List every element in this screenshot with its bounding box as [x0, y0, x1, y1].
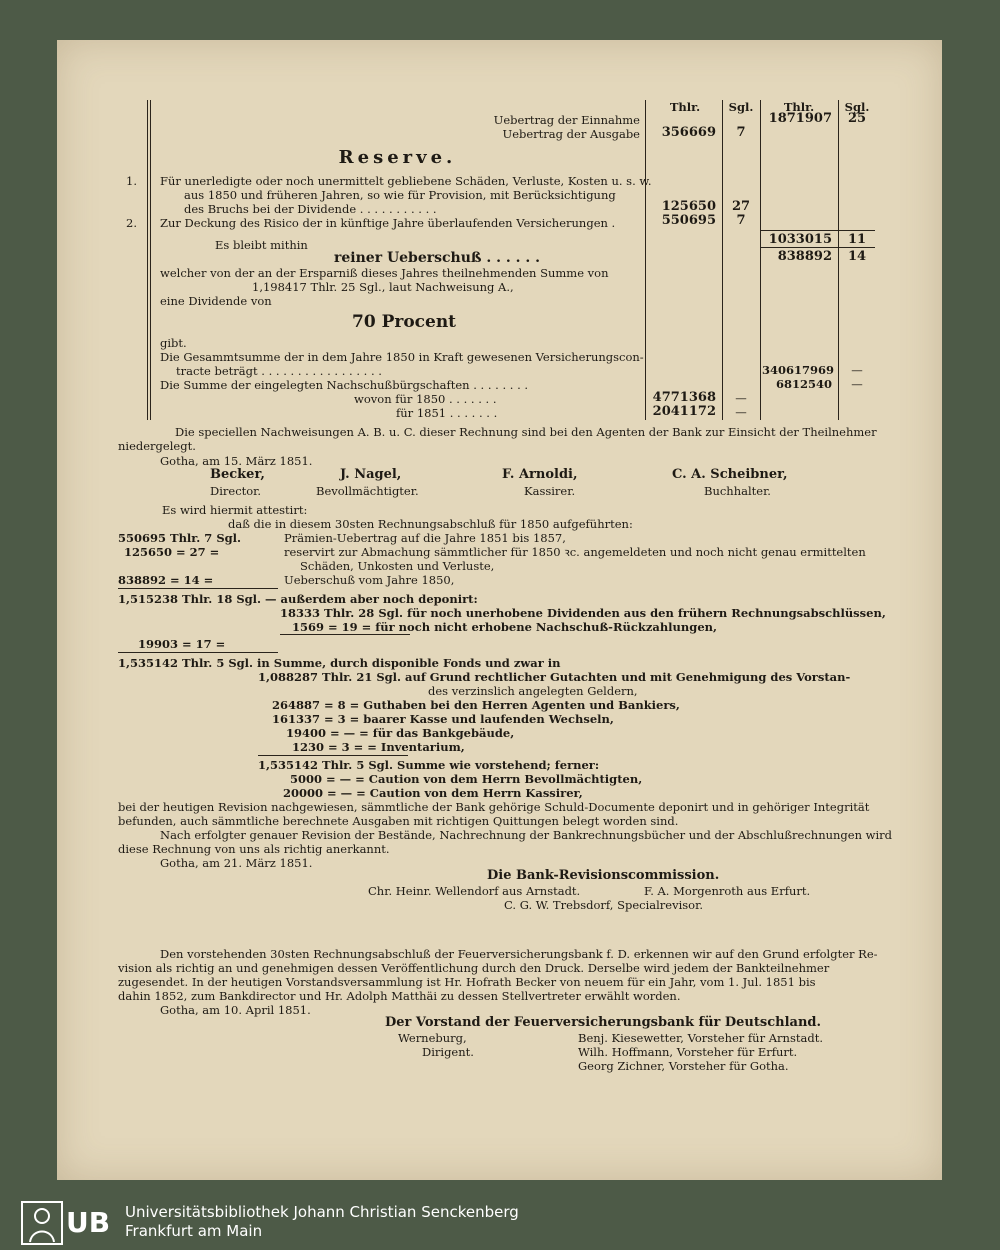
commission-member1: Chr. Heinr. Wellendorf aus Arnstadt. — [368, 884, 581, 898]
col-sgl-1: Sgl. — [728, 100, 754, 114]
commission-member2: F. A. Morgenroth aus Erfurt. — [644, 884, 811, 898]
fund-line2: 264887 = 8 = Guthaben bei den Herren Agenten und Bankiers, — [272, 698, 680, 712]
reserve-item1-thlr: 125650 — [661, 199, 716, 214]
carry-expense-sgl: 7 — [736, 125, 746, 140]
reserve-item2-sgl: 7 — [736, 213, 746, 228]
fund-line1: 1,088287 Thlr. 21 Sgl. auf Grund rechtlicher Gutachten und mit Genehmigung des Vorstan- — [258, 670, 851, 684]
fund-line3: 161337 = 3 = baarer Kasse und laufenden Wechseln, — [272, 712, 614, 726]
signer-scheibner-name: C. A. Scheibner, — [672, 467, 788, 482]
special-note-line1: Die speciellen Nachweisungen A. B. u. C. dieser Rechnung sind bei den Agenten der Bank zur Einsicht der Theilnehmer — [175, 425, 877, 439]
attest-paragraph4: diese Rechnung von uns als richtig anerkannt. — [118, 842, 390, 856]
deposit-line2: 1569 = 19 = für noch nicht erhobene Nachschuß-Rückzahlungen, — [292, 620, 718, 634]
guarantee-value: 6812540 — [775, 377, 832, 391]
carry-income-thlr: 1871907 — [768, 111, 832, 126]
of-1851-label: für 1851 . . . . . . . — [396, 406, 498, 420]
reserve-sum-thlr: 1033015 — [768, 232, 832, 247]
ledger-rule-col3 — [760, 100, 761, 420]
signer-scheibner-role: Buchhalter. — [704, 484, 771, 498]
attest-row1-text: Prämien-Uebertrag auf die Jahre 1851 bis 1857, — [284, 531, 566, 545]
reserve-item1-line1: Für unerledigte oder noch unermittelt gebliebene Schäden, Verluste, Kosten u. s. w. — [160, 174, 652, 188]
signer-nagel-role: Bevollmächtigter. — [316, 484, 419, 498]
date-2: Gotha, am 21. März 1851. — [160, 856, 313, 870]
signer-arnoldi-role: Kassirer. — [524, 484, 576, 498]
col-thlr-2: Thlr. — [783, 100, 815, 114]
attest-paragraph3: Nach erfolgter genauer Revision der Bestände, Nachrechnung der Bankrechnungsbücher und der Abschlußrechnungen wird — [160, 828, 893, 842]
attest-row4-text: Ueberschuß vom Jahre 1850, — [284, 573, 455, 587]
of-1850-label: wovon für 1850 . . . . . . . — [354, 392, 497, 406]
ledger-surplus-rule — [760, 247, 875, 248]
fund-line4: 19400 = — = für das Bankgebäude, — [286, 726, 515, 740]
of-1851-value: 2041172 — [652, 404, 716, 419]
commission-member3: C. G. W. Trebsdorf, Specialrevisor. — [504, 898, 703, 912]
board-member3: Wilh. Hoffmann, Vorsteher für Erfurt. — [578, 1045, 798, 1059]
caution-line1: 5000 = — = Caution von dem Herrn Bevollmächtigten, — [290, 772, 643, 786]
total-line2: tracte beträgt . . . . . . . . . . . . . . . . . — [176, 364, 382, 378]
carry-income-label: Uebertrag der Einnahme — [493, 113, 640, 127]
ledger-rule-col1 — [645, 100, 646, 420]
closing-line2: vision als richtig an und genehmigen dessen Veröffentlichung durch den Druck. Derselbe wird jedem der Bankteilnehmer — [118, 961, 830, 975]
reserve-item1-line3: des Bruchs bei der Dividende . . . . . . . . . . . — [184, 202, 437, 216]
surplus-line1: welcher von der an der Ersparniß dieses Jahres theilnehmenden Summe von — [160, 266, 609, 280]
special-note-line2: niedergelegt. — [118, 439, 196, 453]
attest-sum2: 19903 = 17 = — [138, 637, 226, 651]
date-3: Gotha, am 10. April 1851. — [160, 1003, 311, 1017]
total-line1: Die Gesammtsumme der in dem Jahre 1850 in Kraft gewesenen Versicherungscon- — [160, 350, 644, 364]
of-1851-dash: — — [735, 405, 747, 419]
carry-expense-label: Uebertrag der Ausgabe — [502, 127, 640, 141]
fund-rule — [258, 755, 408, 756]
attest-intro: Es wird hiermit attestirt: — [162, 503, 308, 517]
of-1850-dash: — — [735, 391, 747, 405]
ledger-sum-rule — [760, 230, 875, 231]
of-1850-value: 4771368 — [652, 390, 716, 405]
attest-paragraph1: bei der heutigen Revision nachgewiesen, sämmtliche der Bank gehörige Schuld-Documente deponirt und in gehöriger Integrität — [118, 800, 870, 814]
surplus-label: reiner Ueberschuß . . . . . . — [334, 250, 541, 266]
ub-logo — [20, 1200, 118, 1246]
attest-row2-amount: 125650 = 27 = — [124, 545, 220, 559]
attest-total: 1,535142 Thlr. 5 Sgl. in Summe, durch disponible Fonds und zwar in — [118, 656, 561, 670]
col-thlr-1: Thlr. — [669, 100, 701, 114]
commission-title: Die Bank-Revisionscommission. — [487, 868, 720, 883]
reserve-sum-sgl: 11 — [847, 232, 867, 247]
signer-becker-role: Director. — [210, 484, 262, 498]
reserve-item1-line2: aus 1850 und früheren Jahren, so wie für Provision, mit Berücksichtigung — [184, 188, 616, 202]
reserve-item2-number: 2. — [126, 216, 137, 230]
fund-total: 1,535142 Thlr. 5 Sgl. Summe wie vorstehend; ferner: — [258, 758, 600, 772]
board-member1-name: Werneburg, — [398, 1031, 467, 1045]
attest-intro2: daß die in diesem 30sten Rechnungsabschluß für 1850 aufgeführten: — [228, 517, 633, 531]
surplus-thlr: 838892 — [777, 249, 832, 264]
library-location: Frankfurt am Main — [125, 1222, 263, 1240]
remains-label: Es bleibt mithin — [215, 238, 308, 252]
dividend-percent: 70 Procent — [352, 312, 457, 332]
closing-line1: Den vorstehenden 30sten Rechnungsabschluß der Feuerversicherungsbank f. D. erkennen wir auf den Grund erfolgter Re- — [160, 947, 878, 961]
deposit-line1: 18333 Thlr. 28 Sgl. für noch unerhobene Dividenden aus den frühern Rechnungsabschlüssen, — [280, 606, 886, 620]
total-value: 340617969 — [762, 363, 835, 377]
ub-logo-text: UB — [66, 1206, 111, 1239]
signer-arnoldi-name: F. Arnoldi, — [502, 467, 578, 482]
board-member1-role: Dirigent. — [422, 1045, 474, 1059]
surplus-line2: 1,198417 Thlr. 25 Sgl., laut Nachweisung A., — [252, 280, 514, 294]
board-member4: Georg Zichner, Vorsteher für Gotha. — [578, 1059, 789, 1073]
ledger-rule-left — [147, 100, 148, 420]
reserve-item1-sgl: 27 — [731, 199, 751, 214]
fund-line5: 1230 = 3 = = Inventarium, — [292, 740, 465, 754]
caution-line2: 20000 = — = Caution von dem Herrn Kassirer, — [283, 786, 583, 800]
board-member2: Benj. Kiesewetter, Vorsteher für Arnstadt. — [578, 1031, 823, 1045]
closing-line3: zugesendet. In der heutigen Vorstandsversammlung ist Hr. Hofrath Becker von neuem für ein Jahr, vom 1. Jul. 1851 bis — [118, 975, 816, 989]
attest-row3-text: Schäden, Unkosten und Verluste, — [300, 559, 495, 573]
reserve-item2-thlr: 550695 — [661, 213, 716, 228]
gives-label: gibt. — [160, 336, 187, 350]
reserve-item2-line: Zur Deckung des Risico der in künftige Jahre überlaufenden Versicherungen . — [160, 216, 616, 230]
attest-row4-amount: 838892 = 14 = — [118, 573, 214, 587]
total-dash: — — [851, 363, 863, 377]
guarantee-dash: — — [851, 377, 863, 391]
surplus-line3: eine Dividende von — [160, 294, 272, 308]
library-name: Universitätsbibliothek Johann Christian Senckenberg — [125, 1203, 519, 1221]
attest-rule-1 — [118, 588, 278, 589]
reserve-title: Reserve. — [338, 147, 457, 168]
signer-nagel-name: J. Nagel, — [340, 467, 402, 482]
reserve-item1-number: 1. — [126, 174, 137, 188]
carry-income-sgl: 25 — [847, 111, 867, 126]
ledger-rule-col2 — [722, 100, 723, 420]
guarantee-line: Die Summe der eingelegten Nachschußbürgschaften . . . . . . . . — [160, 378, 529, 392]
carry-expense-thlr: 356669 — [661, 125, 716, 140]
attest-row1-amount: 550695 Thlr. 7 Sgl. — [118, 531, 242, 545]
fund-line1b: des verzinslich angelegten Geldern, — [428, 684, 638, 698]
attest-rule-2 — [280, 634, 410, 635]
attest-rule-3 — [118, 652, 278, 653]
ledger-rule-col4 — [838, 100, 839, 420]
date-1: Gotha, am 15. März 1851. — [160, 454, 313, 468]
attest-sum1: 1,515238 Thlr. 18 Sgl. — außerdem aber noch deponirt: — [118, 592, 478, 606]
surplus-sgl: 14 — [847, 249, 867, 264]
attest-paragraph2: befunden, auch sämmtliche berechnete Ausgaben mit richtigen Quittungen belegt worden sind. — [118, 814, 679, 828]
attest-row2-text: reservirt zur Abmachung sämmtlicher für 1850 ꝛc. angemeldeten und noch nicht genau ermittelten — [284, 545, 866, 559]
board-title: Der Vorstand der Feuerversicherungsbank für Deutschland. — [385, 1015, 822, 1030]
col-sgl-2: Sgl. — [844, 100, 870, 114]
signer-becker-name: Becker, — [210, 467, 265, 482]
closing-line4: dahin 1852, zum Bankdirector und Hr. Adolph Matthäi zu dessen Stellvertreter erwählt worden. — [118, 989, 681, 1003]
